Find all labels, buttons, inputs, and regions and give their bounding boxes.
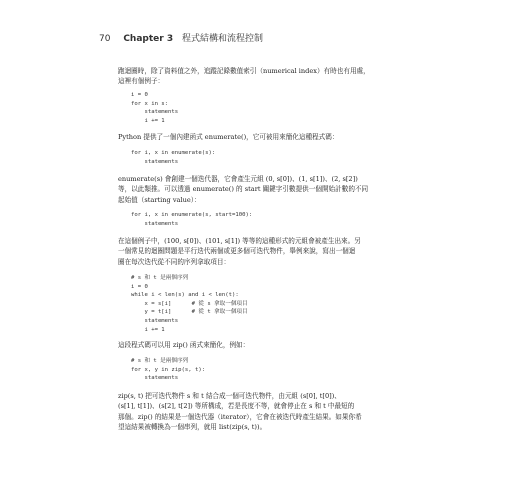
code-line: statements [131,109,179,116]
text-line: enumerate(s) 會創建一個迭代器，它會產生元組 (0, s[0])、(1, s[1])、(2, s[2]) [118,175,358,183]
code-line: i = 0 [131,283,148,290]
text-line: 等，以此類推。可以透過 enumerate() 的 start 關鍵字引數提供一個開始計數的不同 [118,185,369,194]
chapter-label: Chapter 3 [123,34,174,44]
code-line: y = t[i] # 從 t 拿取一個項目 [131,309,248,316]
code-line: # s 和 t 是兩個序列 [131,275,189,281]
code-block-index-loop [131,91,178,125]
text-line: 那個。zip() 的結果是一個迭代器（iterator），它會在被迭代時產生結果。如果你希 [118,412,362,421]
text-line: 這裡有個例子： [118,77,165,86]
code-line: i = 0 [131,92,148,98]
text-line: 圈在每次迭代從不同的序列拿取項目： [118,257,231,266]
code-line: i += 1 [131,326,165,333]
code-block-zip [131,357,205,383]
text-line: 這段程式碼可以用 zip() 函式來簡化，例如： [118,341,250,349]
code-line: statements [131,317,179,324]
code-line: # s 和 t 是兩個序列 [131,358,189,364]
paragraph-enumerate [118,132,408,142]
paragraph-zip-intro [118,340,408,350]
code-line: statements [131,220,179,227]
running-header [99,31,263,44]
page-number: 70 [99,34,111,44]
code-line: for i, x in enumerate(s, start=100): [131,212,253,218]
text-line: (s[1], t[1])、(s[2], t[2]) 等所構成，若是長度不等，就會停止在 s 和 t 中最短的 [118,402,355,411]
text-line: 望這結果被轉換為一個串列，就用 list(zip(s, t))。 [118,423,267,432]
code-block-enumerate-start [131,211,252,228]
text-line: 一個常見的迴圈問題是平行迭代兩個或更多個可迭代物件，舉例來說，寫出一個迴 [118,247,356,256]
text-line: 起始值（starting value）： [118,195,201,204]
text-line: zip(s, t) 把可迭代物件 s 和 t 結合成一個可迭代物件，由元組 (s[0], t[0])、 [118,392,341,400]
code-line: for x, y in zip(s, t): [131,366,206,373]
code-line: x = s[i] # 從 s 拿取一個項目 [131,300,248,307]
paragraph-enumerate-tuples [118,174,408,205]
code-line: while i < len(s) and i < len(t): [131,292,239,299]
text-line: Python 提供了一個內建函式 enumerate()，它可被用來簡化這種程式碼： [118,133,339,141]
code-line: statements [131,158,179,165]
text-line: 在這個例子中，(100, s[0])、(101, s[1]) 等等的這種形式的元組會被產生出來。另 [118,237,361,245]
code-line: for x in s: [131,100,169,107]
code-line: i += 1 [131,117,165,124]
code-block-while-loop [131,274,248,334]
chapter-title: 程式結構和流程控制 [181,34,263,44]
code-line: for i, x in enumerate(s): [131,150,216,156]
paragraph-intro [118,66,408,87]
text-line: 跑迴圈時，除了資料值之外，追蹤記錄數值索引（numerical index）有時也有用處， [118,67,370,75]
paragraph-parallel-iteration [118,236,408,267]
code-line: statements [131,375,179,382]
paragraph-zip-explanation [118,391,408,433]
code-block-enumerate [131,149,215,166]
